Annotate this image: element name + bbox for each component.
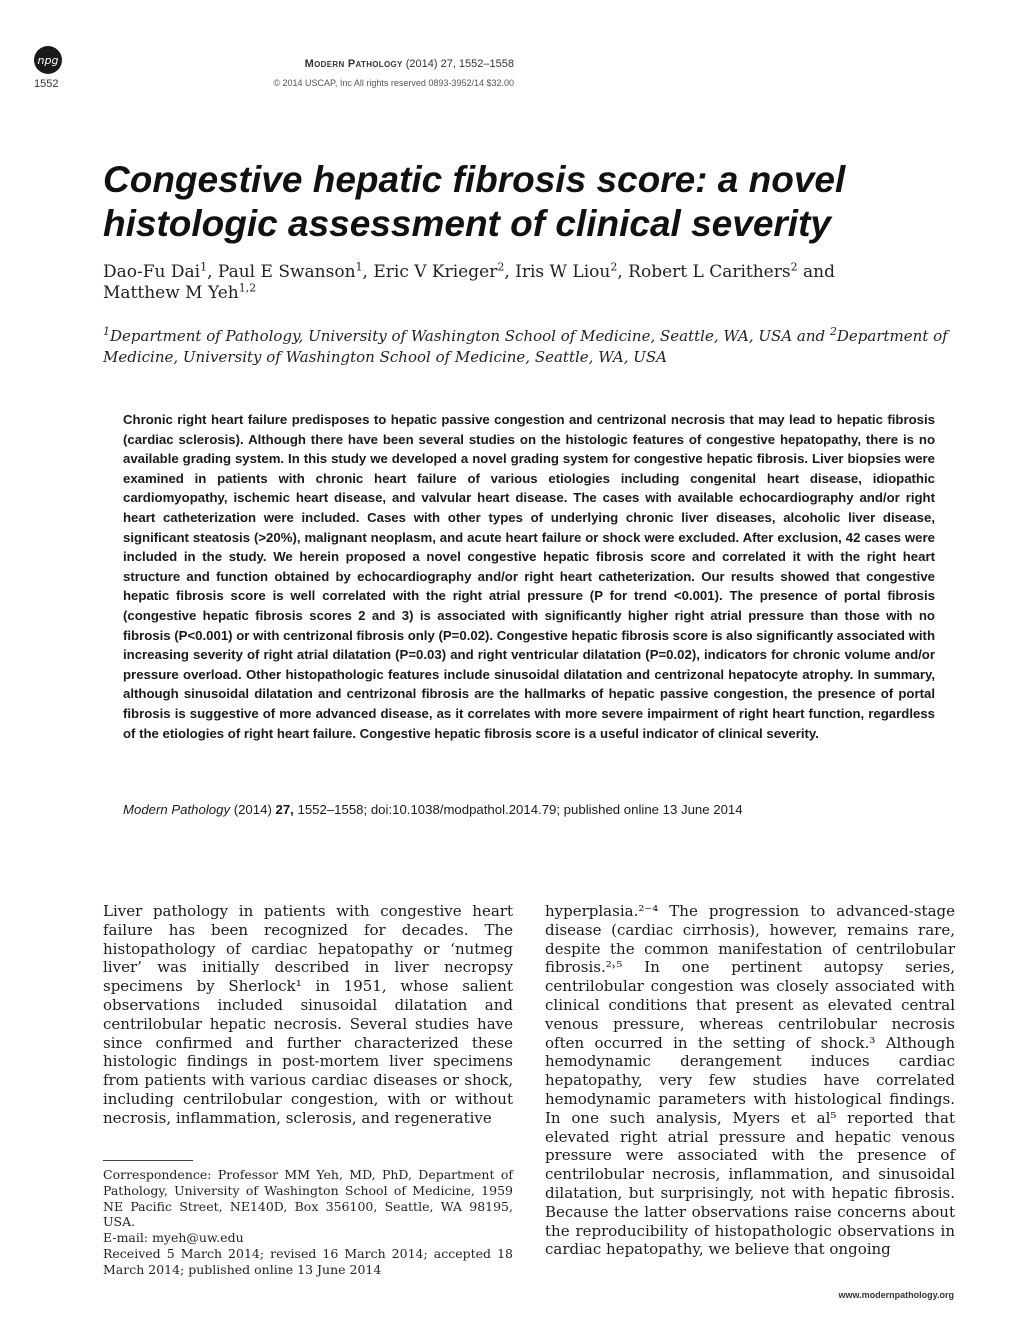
citation-volume: 27, xyxy=(275,802,294,817)
author-affiliation-marker: 2 xyxy=(610,260,618,274)
author-affiliation-marker: 1 xyxy=(355,260,363,274)
footnote xyxy=(103,1167,513,1278)
affiliation-number: 2 xyxy=(829,325,837,338)
author-name: Matthew M Yeh xyxy=(103,283,239,303)
author-list xyxy=(103,262,933,304)
author-name: Paul E Swanson xyxy=(217,262,356,282)
body-column-right: hyperplasia.²⁻⁴ The progression to advanced-stage disease (cardiac cirrhosis), however, remains rare, despite the common manifestation of centrilobular fibrosis.²˒⁵ In one pertinent autopsy series, centrilobular congestion was closely associated with clinical conditions that present as elevated central venous pressure, whereas centrilobular necrosis often occurred in the setting of shock.³ Although hemodynamic derangement induces cardiac hepatopathy, very few studies have correlated hemodynamic parameters with histological findings. In one such analysis, Myers et al⁵ reported that elevated right atrial pressure and hepatic venous pressure were associated with the presence of centrilobular necrosis, inflammation, and sinusoidal dilatation, but surprisingly, not with hepatic fibrosis. Because the latter observations raise concerns about the reproducibility of histopathologic observations in cardiac hepatopathy, we believe that ongoing xyxy=(545,902,955,1259)
author-affiliation-marker: 2 xyxy=(497,260,505,274)
author-separator: , xyxy=(362,262,374,282)
page-number: 1552 xyxy=(34,78,59,90)
affiliations xyxy=(103,326,963,368)
npg-logo: npg xyxy=(34,46,62,74)
email: E-mail: myeh@uw.edu xyxy=(103,1230,244,1246)
article-title: Congestive hepatic fibrosis score: a novel histologic assessment of clinical severity xyxy=(103,159,846,244)
citation-rest: 1552–1558; doi:10.1038/modpathol.2014.79; published online 13 June 2014 xyxy=(293,802,743,817)
correspondence: Correspondence: Professor MM Yeh, MD, PhD, Department of Pathology, University of Washington School of Medicine, 1959 NE Pacific Street, NE140D, Box 356100, Seattle, WA 98195, USA. xyxy=(103,1167,513,1230)
body-column-left: Liver pathology in patients with congestive heart failure has been recognized for decades. The histopathology of cardiac hepatopathy or ‘nutmeg liver’ was initially described in liver necropsy specimens by Sherlock¹ in 1951, whose salient observations included sinusoidal dilatation and centrilobular hepatic necrosis. Several studies have since confirmed and further characterized these histologic findings in post-mortem liver specimens from patients with various cardiac diseases or shock, including centrilobular congestion, with or without necrosis, inflammation, sclerosis, and regenerative xyxy=(103,902,513,1127)
author-affiliation-marker: 2 xyxy=(790,260,798,274)
author-affiliation-marker: 1 xyxy=(200,260,208,274)
affiliation-text: Department of Medicine, University of Washington School of Medicine, Seattle, WA, USA xyxy=(103,327,948,366)
author-separator: , xyxy=(504,262,516,282)
journal-issue: (2014) 27, 1552–1558 xyxy=(405,58,514,70)
citation-year: (2014) xyxy=(230,802,276,817)
affiliation-number: 1 xyxy=(103,325,110,338)
journal-header xyxy=(305,58,514,70)
author-separator: and xyxy=(797,262,835,282)
copyright-line: © 2014 USCAP, Inc All rights reserved 0893-3952/14 $32.00 xyxy=(273,78,514,88)
abstract: Chronic right heart failure predisposes to hepatic passive congestion and centrizonal necrosis that may lead to hepatic fibrosis (cardiac sclerosis). Although there have been several studies on the histologic features of congestive hepatopathy, there is no available grading system. In this study we developed a novel grading system for congestive hepatic fibrosis. Liver biopsies were examined in patients with chronic heart failure of various etiologies including congenital heart disease, idiopathic cardiomyopathy, ischemic heart disease, and valvular heart disease. The cases with available echocardiography and/or right heart catheterization were included. Cases with other types of underlying chronic liver diseases, alcoholic liver disease, significant steatosis (>20%), malignant neoplasm, and acute heart failure or shock were excluded. After exclusion, 42 cases were included in the study. We herein proposed a novel congestive hepatic fibrosis score and correlated it with the right heart structure and function obtained by echocardiography and/or right heart catheterization. Our results showed that congestive hepatic fibrosis score is well correlated with the right atrial pressure (P for trend <0.001). The presence of portal fibrosis (congestive hepatic fibrosis scores 2 and 3) is associated with significantly higher right atrial pressure than those with no fibrosis (P<0.001) or with centrizonal fibrosis only (P=0.02). Congestive hepatic fibrosis score is also significantly associated with increasing severity of right atrial dilatation (P=0.03) and right ventricular dilatation (P=0.02), indicators for chronic volume and/or pressure overload. Other histopathologic features include sinusoidal dilatation and centrizonal hepatocyte atrophy. In summary, although sinusoidal dilatation and centrizonal fibrosis are the hallmarks of hepatic passive congestion, the presence of portal fibrosis is suggestive of more advanced disease, as it correlates with more severe impairment of right heart function, regardless of the etiologies of right heart failure. Congestive hepatic fibrosis score is a useful indicator of clinical severity. xyxy=(123,412,935,741)
journal-website: www.modernpathology.org xyxy=(838,1290,954,1300)
footnote-divider xyxy=(103,1160,193,1161)
affiliation-text: Department of Pathology, University of Washington School of Medicine, Seattle, WA, USA and xyxy=(110,327,830,345)
received-dates: Received 5 March 2014; revised 16 March 2014; accepted 18 March 2014; published online 13 June 2014 xyxy=(103,1245,513,1277)
author-separator: , xyxy=(207,262,218,282)
author-affiliation-marker: 1,2 xyxy=(238,281,257,295)
author-separator: , xyxy=(617,262,629,282)
author-name: Eric V Krieger xyxy=(373,262,498,282)
citation-line xyxy=(123,800,935,819)
author-name: Robert L Carithers xyxy=(628,262,791,282)
journal-name: Modern Pathology xyxy=(304,58,403,70)
author-name: Dao-Fu Dai xyxy=(103,262,201,282)
citation-journal: Modern Pathology xyxy=(123,802,231,817)
author-name: Iris W Liou xyxy=(515,262,611,282)
